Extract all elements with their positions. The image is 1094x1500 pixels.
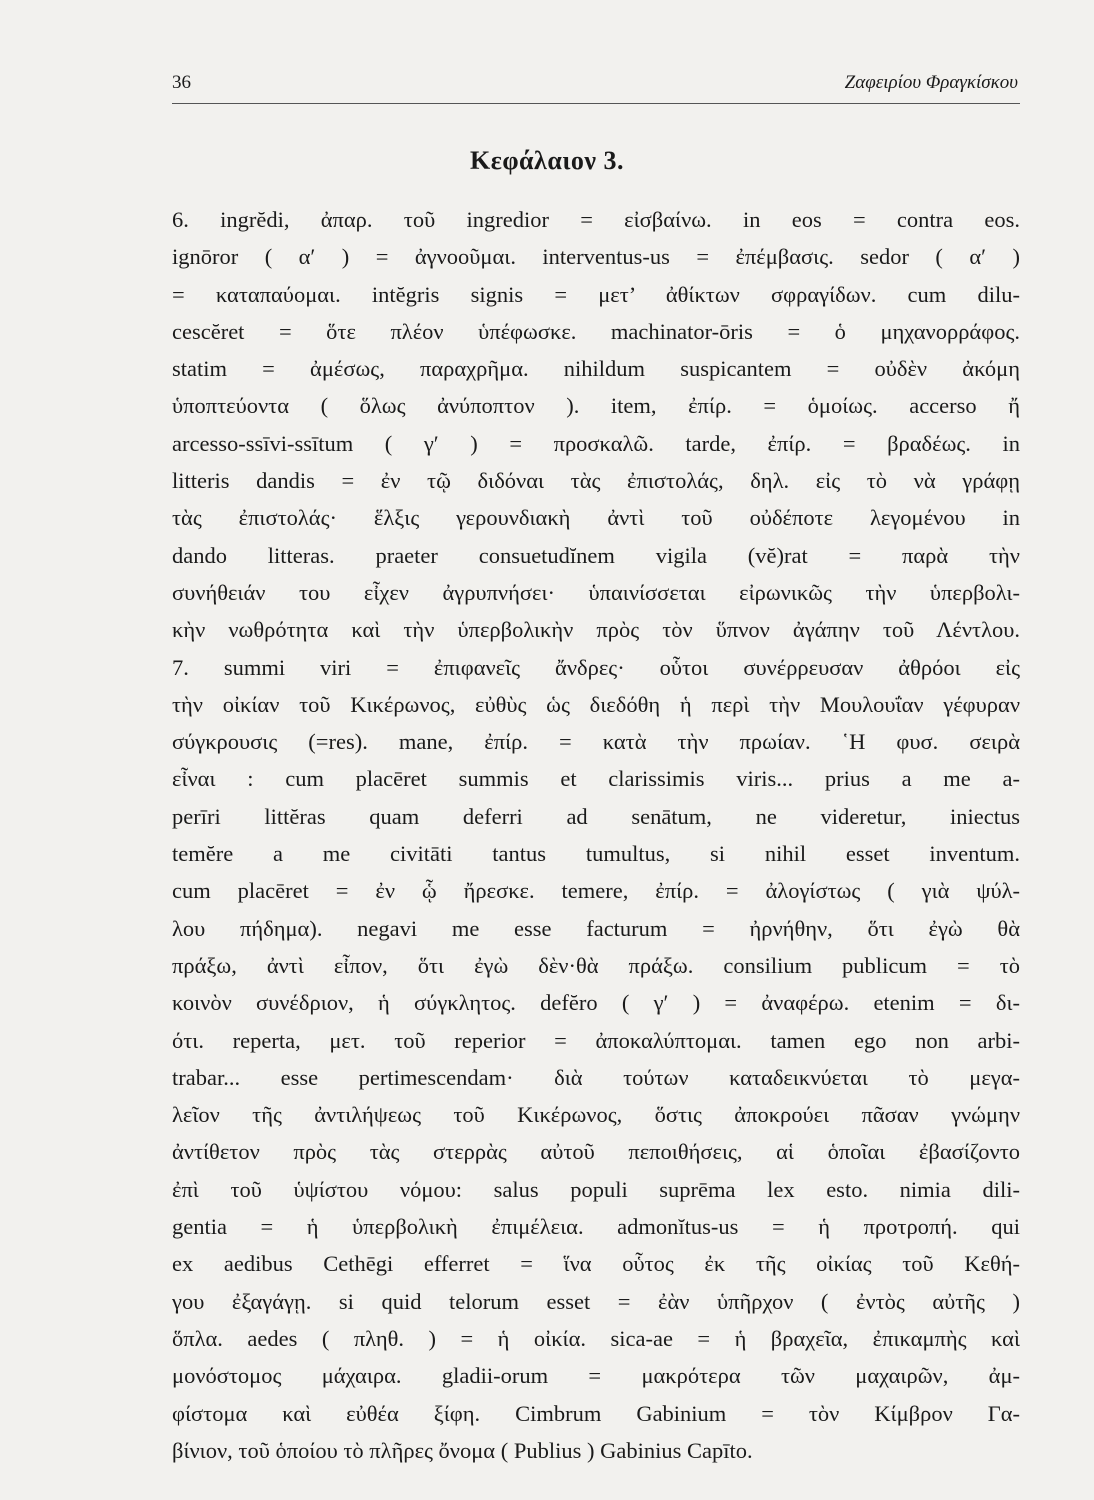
- text-line: κοινὸν συνέδριον, ἡ σύγκλητος. defĕro ( γ′ ) = ἀναφέρω. etenim = δι-: [172, 990, 1020, 1016]
- header-rule: [172, 103, 1020, 104]
- page-header: [172, 68, 1020, 100]
- text-line: κὴν νωθρότητα καὶ τὴν ὑπερβολικὴν πρὸς τὸν ὕπνον ἀγάπην τοῦ Λέντλου.: [172, 617, 1020, 643]
- text-line: cum placēret = ἐν ᾧ ἤρεσκε. temere, ἐπίρ. = ἀλογίστως ( γιὰ ψύλ-: [172, 878, 1020, 904]
- text-line: ὑποπτεύοντα ( ὅλως ἀνύποπτον ). item, ἐπίρ. = ὁμοίως. accerso ἤ: [172, 393, 1020, 419]
- text-line: ignōror ( α′ ) = ἀγνοοῦμαι. interventus-us = ἐπέμβασις. sedor ( α′ ): [172, 244, 1020, 270]
- text-line: ἐπὶ τοῦ ὑψίστου νόμου: salus populi suprēma lex esto. nimia dili-: [172, 1176, 1020, 1202]
- text-line: cescĕret = ὅτε πλέον ὑπέφωσκε. machinator-ōris = ὁ μηχανορράφος.: [172, 318, 1020, 344]
- text-line: arcesso-ssīvi-ssītum ( γ′ ) = προσκαλῶ. tarde, ἐπίρ. = βραδέως. in: [172, 430, 1020, 456]
- page-number: 36: [172, 72, 191, 93]
- text-line: ἀντίθετον πρὸς τὰς στερρὰς αὐτοῦ πεποιθήσεις, αἱ ὁποῖαι ἐβασίζοντο: [172, 1139, 1020, 1165]
- text-line: εἶναι : cum placēret summis et clarissimis viris... prius a me a-: [172, 766, 1020, 792]
- text-line: μονόστομος μάχαιρα. gladii-orum = μακρότερα τῶν μαχαιρῶν, ἀμ-: [172, 1363, 1020, 1389]
- chapter-title: Κεφάλαιον 3.: [469, 146, 625, 175]
- text-line: = καταπαύομαι. intĕgris signis = μετ’ ἀθίκτων σφραγίδων. cum dilu-: [172, 281, 1020, 307]
- text-line: litteris dandis = ἐν τῷ διδόναι τὰς ἐπιστολάς, δηλ. εἰς τὸ νὰ γράφῃ: [172, 468, 1020, 494]
- text-line: λεῖον τῆς ἀντιλήψεως τοῦ Κικέρωνος, ὅστις ἀποκρούει πᾶσαν γνώμην: [172, 1102, 1020, 1128]
- text-line: τὴν οἰκίαν τοῦ Κικέρωνος, εὐθὺς ὡς διεδόθη ἡ περὶ τὴν Μουλουΐαν γέφυραν: [172, 691, 1020, 717]
- text-line: trabar... esse pertimescendam· διὰ τούτων καταδεικνύεται τὸ μεγα-: [172, 1064, 1020, 1090]
- body-text: [172, 201, 1020, 1469]
- text-line: ότι. reperta, μετ. τοῦ reperior = ἀποκαλύπτομαι. tamen ego non arbi-: [172, 1027, 1020, 1053]
- text-line: dando litteras. praeter consuetudĭnem vigila (vĕ)rat = παρὰ τὴν: [172, 542, 1020, 568]
- text-line: φίστομα καὶ εὐθέα ξίφη. Cimbrum Gabinium = τὸν Κίμβρον Γα-: [172, 1400, 1020, 1426]
- text-line: gentia = ἡ ὑπερβολικὴ ἐπιμέλεια. admonĭtus-us = ἡ προτροπή. qui: [172, 1214, 1020, 1240]
- text-line: perīri littĕras quam deferri ad senātum, ne videretur, iniectus: [172, 803, 1020, 829]
- text-line: πράξω, ἀντὶ εἶπον, ὅτι ἐγὼ δὲν·θὰ πράξω. consilium publicum = τὸ: [172, 952, 1020, 978]
- text-line: βίνιον, τοῦ ὁποίου τὸ πλῆρες ὄνομα ( Publius ) Gabinius Capīto.: [172, 1437, 753, 1463]
- text-line: temĕre a me civitāti tantus tumultus, si nihil esset inventum.: [172, 841, 1020, 867]
- text-line: statim = ἀμέσως, παραχρῆμα. nihildum suspicantem = οὐδὲν ἀκόμη: [172, 356, 1020, 382]
- text-line: 6. ingrĕdi, ἀπαρ. τοῦ ingredior = εἰσβαίνω. in eos = contra eos.: [172, 207, 1020, 232]
- text-line: λου πήδημα). negavi me esse facturum = ἠρνήθην, ὅτι ἐγὼ θὰ: [172, 915, 1020, 941]
- text-line: 7. summi viri = ἐπιφανεῖς ἄνδρες· οὗτοι συνέρρευσαν ἀθρόοι εἰς: [172, 654, 1020, 680]
- text-line: συνήθειάν του εἶχεν ἀγρυπνήσει· ὑπαινίσσεται εἰρωνικῶς τὴν ὑπερβολι-: [172, 579, 1020, 605]
- text-line: σύγκρουσις (=res). mane, ἐπίρ. = κατὰ τὴν πρωίαν. ῾Η φυσ. σειρὰ: [172, 729, 1020, 755]
- text-line: ex aedibus Cethēgi efferret = ἵνα οὗτος ἐκ τῆς οἰκίας τοῦ Κεθή-: [172, 1251, 1020, 1277]
- text-line: γου ἐξαγάγῃ. si quid telorum esset = ἐὰν ὑπῆρχον ( ἐντὸς αὐτῆς ): [172, 1288, 1020, 1314]
- text-line: ὅπλα. aedes ( πληθ. ) = ἡ οἰκία. sica-ae = ἡ βραχεῖα, ἐπικαμπὴς καὶ: [172, 1325, 1020, 1351]
- text-line: τὰς ἐπιστολάς· ἕλξις γερουνδιακὴ ἀντὶ τοῦ οὐδέποτε λεγομένου in: [172, 505, 1020, 531]
- running-head: Ζαφειρίου Φραγκίσκου: [844, 72, 1018, 93]
